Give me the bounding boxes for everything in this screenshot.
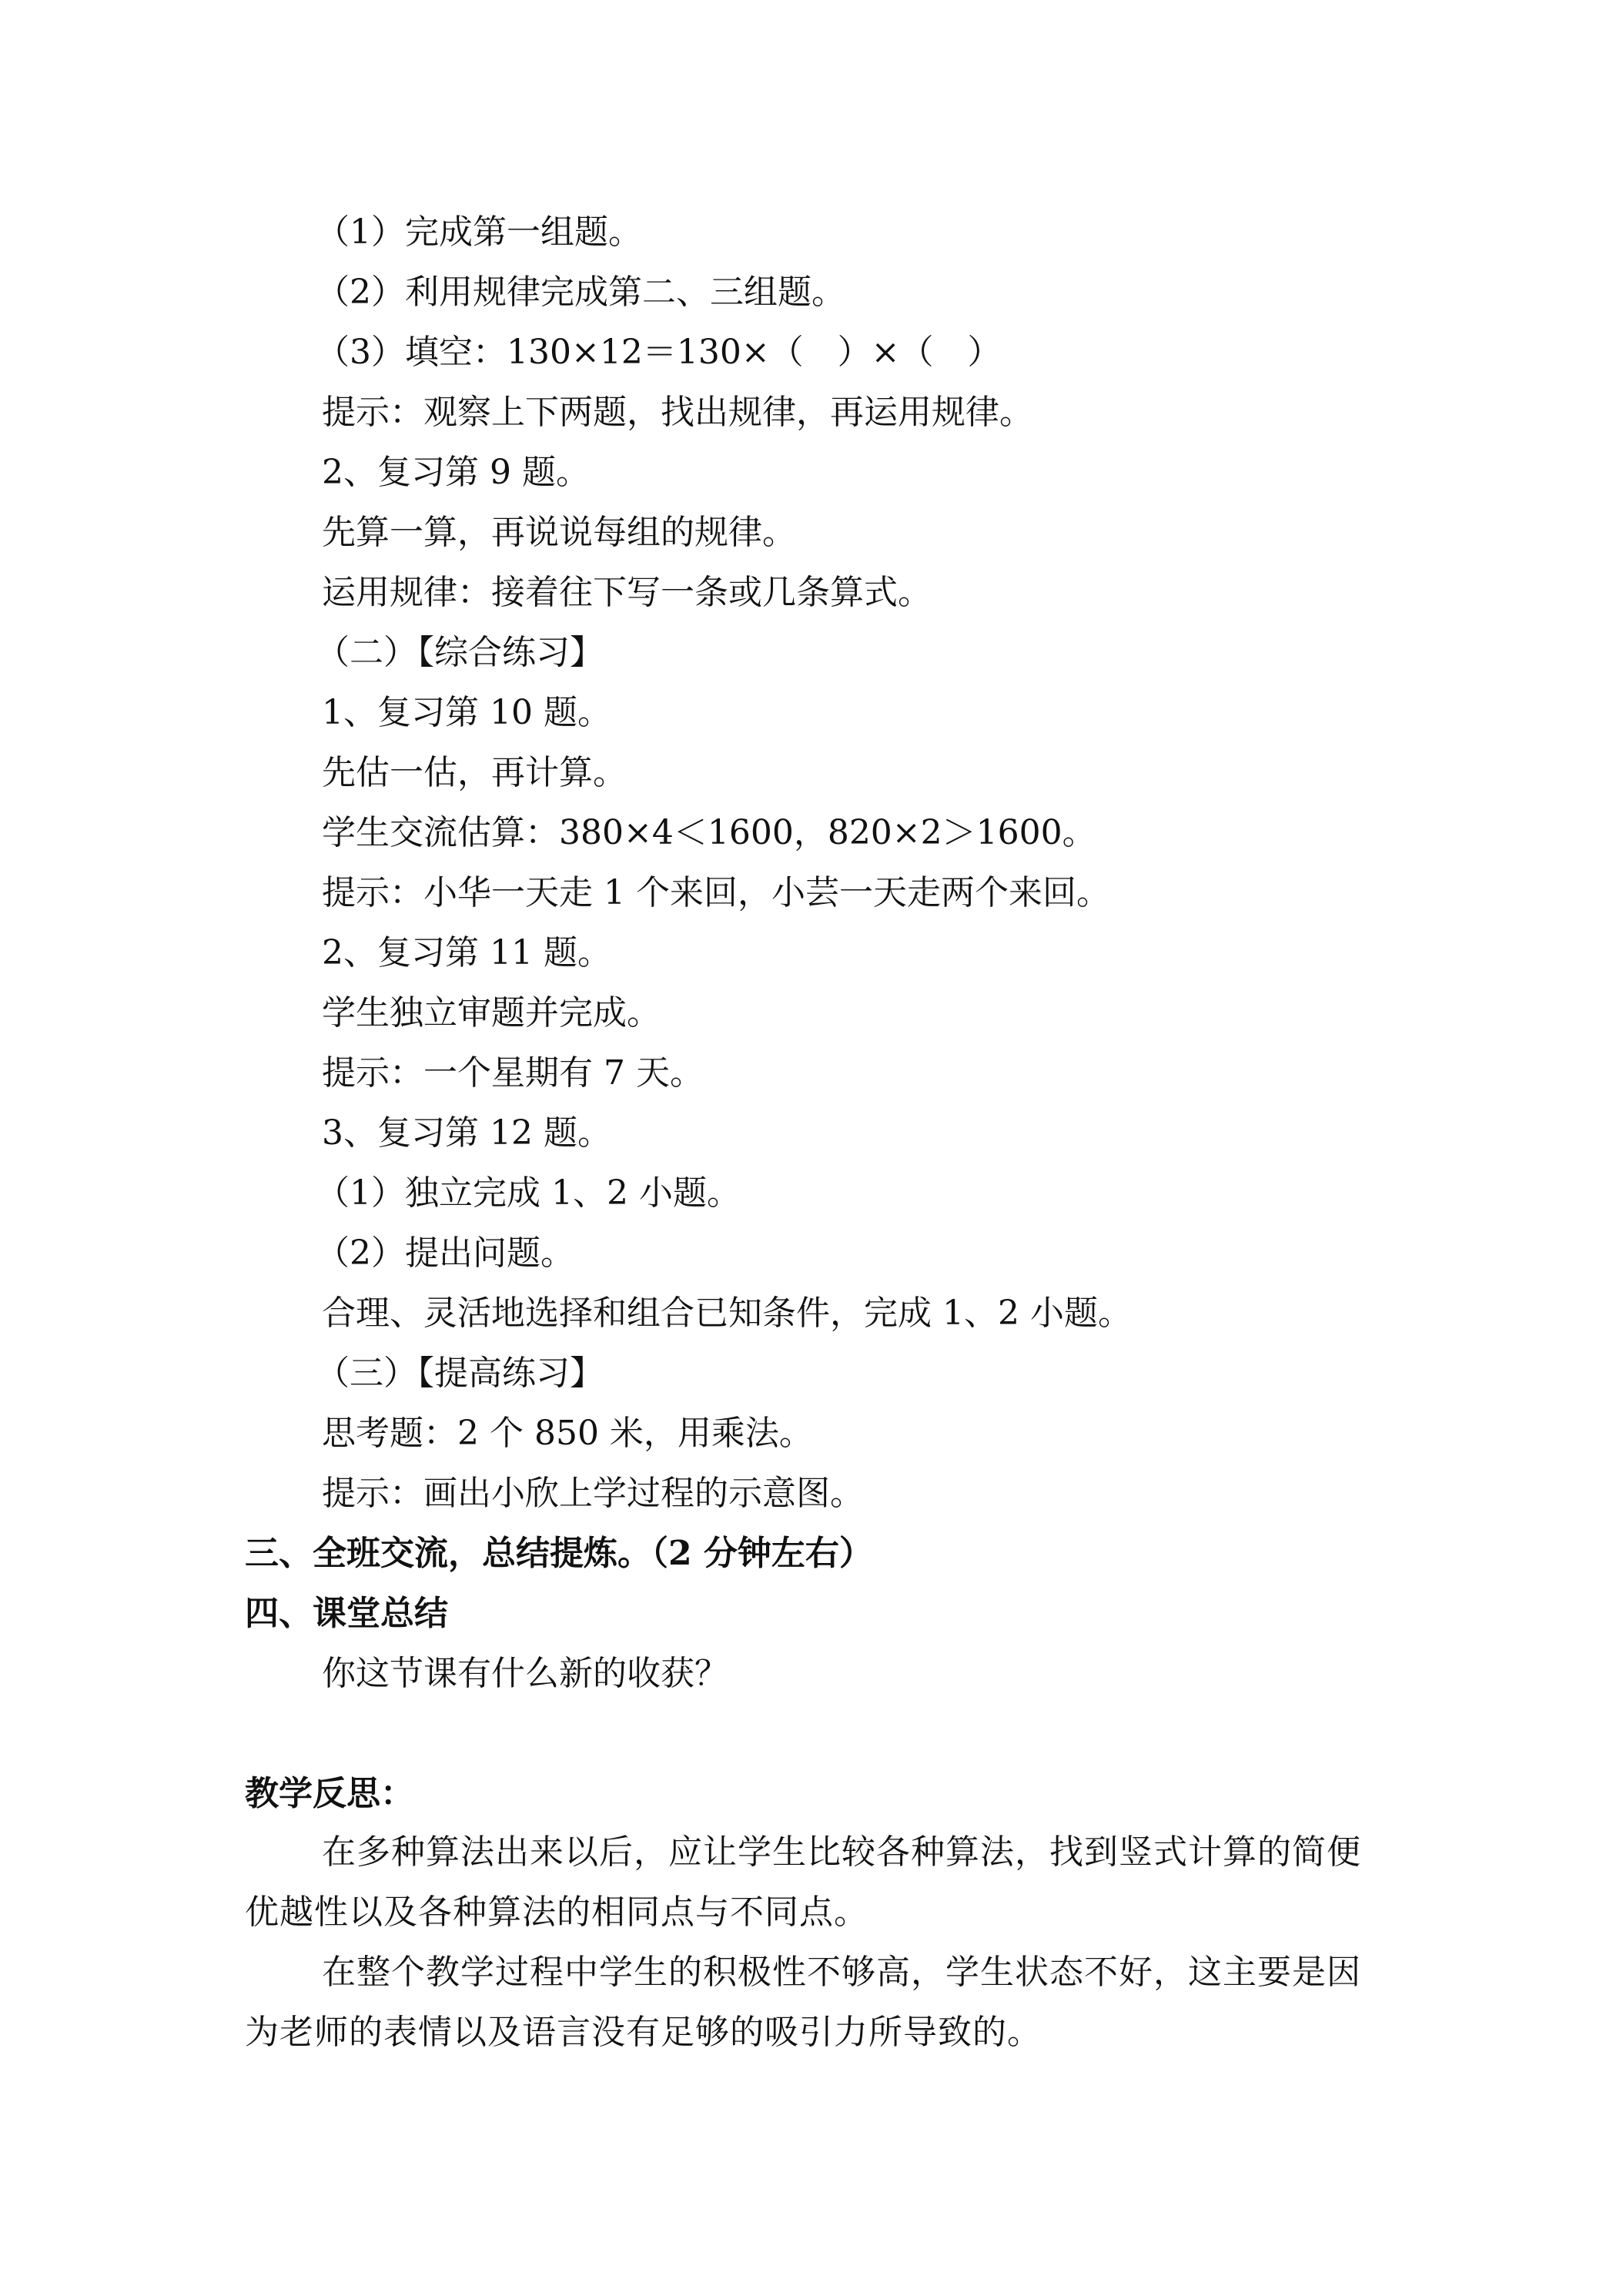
reflection-paragraph-2: 在整个教学过程中学生的积极性不够高，学生状态不好，这主要是因为老师的表情以及语言没有足够的吸引力所导致的。 <box>245 1953 1361 2052</box>
hint-line: 提示：观察上下两题，找出规律，再运用规律。 <box>322 393 1033 432</box>
review-10-line-b: 学生交流估算：380×4＜1600，820×2＞1600。 <box>322 813 1096 852</box>
review-9-heading: 2、复习第 9 题。 <box>322 453 590 492</box>
section-advanced-practice: （三）【提高练习】 <box>316 1354 604 1393</box>
review-11-hint: 提示：一个星期有 7 天。 <box>322 1053 704 1093</box>
thinking-question: 思考题：2 个 850 米，用乘法。 <box>322 1414 813 1453</box>
practice-item-1: （1）完成第一组题。 <box>316 213 642 252</box>
review-10-heading: 1、复习第 10 题。 <box>322 693 611 732</box>
review-12-heading: 3、复习第 12 题。 <box>322 1113 611 1153</box>
practice-item-3: （3）填空：130×12＝130×（ ）×（ ） <box>316 333 1002 372</box>
part-4-question: 你这节课有什么新的收获？ <box>322 1654 728 1693</box>
review-12-line-c: 合理、灵活地选择和组合已知条件，完成 1、2 小题。 <box>322 1294 1132 1333</box>
review-11-line-a: 学生独立审题并完成。 <box>322 993 661 1033</box>
reflection-paragraph-1: 在多种算法出来以后，应让学生比较各种算法，找到竖式计算的简便优越性以及各种算法的相同点与不同点。 <box>245 1832 1361 1932</box>
review-9-line-b: 运用规律：接着往下写一条或几条算式。 <box>322 573 932 612</box>
review-11-heading: 2、复习第 11 题。 <box>322 933 611 972</box>
heading-part-3: 三、全班交流，总结提炼。（2 分钟左右） <box>245 1534 873 1573</box>
review-10-line-a: 先估一估，再计算。 <box>322 753 627 792</box>
reflection-title: 教学反思： <box>245 1774 414 1813</box>
review-9-line-a: 先算一算，再说说每组的规律。 <box>322 513 796 552</box>
practice-item-2: （2）利用规律完成第二、三组题。 <box>316 273 845 312</box>
thinking-hint: 提示：画出小欣上学过程的示意图。 <box>322 1474 864 1513</box>
section-comprehensive-practice: （二）【综合练习】 <box>316 633 604 672</box>
review-10-hint: 提示：小华一天走 1 个来回，小芸一天走两个来回。 <box>322 873 1110 912</box>
review-12-item-1: （1）独立完成 1、2 小题。 <box>316 1173 741 1213</box>
heading-part-4: 四、课堂总结 <box>245 1594 448 1633</box>
review-12-item-2: （2）提出问题。 <box>316 1233 574 1273</box>
